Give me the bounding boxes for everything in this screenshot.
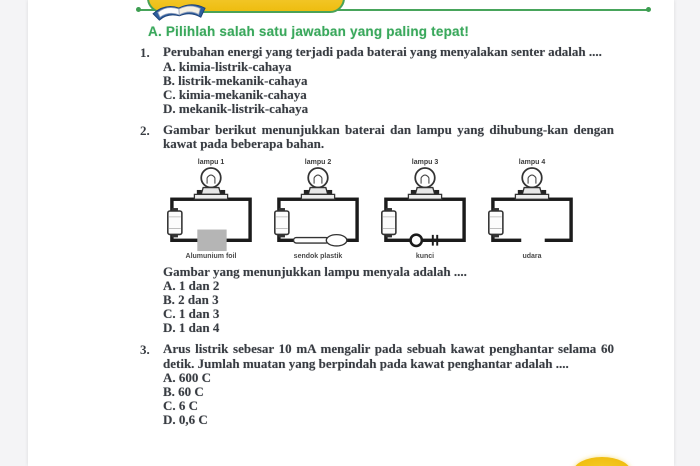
option-c: C. kimia-mekanik-cahaya	[163, 86, 307, 102]
circuit-title: lampu 2	[304, 158, 332, 166]
question-text: Arus listrik sebesar 10 mA mengalir pada sebuah kawat penghantar selama 60 detik. Jumlah muatan yang berpindah pada kawat penghantar adalah ....	[163, 341, 614, 371]
question-number: 1.	[140, 45, 150, 60]
option-a: A. kimia-listrik-cahaya	[163, 58, 292, 74]
question-intro: Gambar berikut menunjukkan baterai dan lampu yang dihubung-kan dengan kawat pada beberapa bahan.	[163, 121, 614, 151]
circuit-diagram-key	[381, 167, 469, 253]
circuit-material-label: kunci	[415, 252, 435, 260]
question-2	[140, 123, 614, 336]
divider-dot-left	[136, 7, 141, 12]
battery	[489, 208, 503, 237]
plastic-spoon	[294, 234, 347, 245]
wire-loop	[279, 199, 357, 240]
light-bulb	[194, 167, 227, 198]
battery	[275, 208, 289, 237]
option-b: B. 60 C	[163, 384, 204, 399]
question-text: Perubahan energi yang terjadi pada baterai yang menyalakan senter adalah ....	[163, 44, 602, 59]
option-b: B. 2 dan 3	[163, 292, 219, 307]
battery	[382, 208, 396, 237]
circuit-material-label: udara	[522, 252, 542, 260]
battery	[168, 208, 182, 237]
circuit-figure-4	[486, 159, 578, 260]
wire-loop	[386, 199, 464, 240]
page-corner-decoration	[573, 457, 631, 466]
question-text: Gambar yang menunjukkan lampu menyala adalah ....	[163, 263, 467, 279]
option-d: D. 0,6 C	[163, 412, 208, 427]
light-bulb	[408, 167, 441, 198]
circuit-material-label: Alumunium foil	[185, 252, 237, 260]
circuit-diagram-foil	[167, 167, 255, 253]
aluminium-foil-square	[197, 229, 226, 251]
circuit-diagram-row	[165, 159, 614, 260]
wire-loop	[493, 199, 571, 240]
question-1	[140, 45, 614, 116]
light-bulb	[301, 167, 334, 198]
option-c: C. 6 C	[163, 398, 199, 413]
circuit-figure-3	[379, 159, 471, 260]
option-b: B. listrik-mekanik-cahaya	[163, 72, 308, 88]
light-bulb	[515, 167, 548, 198]
option-a: A. 600 C	[163, 370, 212, 385]
circuit-title: lampu 3	[411, 158, 439, 166]
circuit-diagram-air-gap	[488, 167, 576, 253]
circuit-figure-1	[165, 159, 257, 260]
question-list	[140, 45, 614, 434]
circuit-title: lampu 1	[197, 158, 225, 166]
open-book-icon	[149, 0, 209, 25]
document-page	[28, 0, 674, 466]
option-a: A. 1 dan 2	[163, 278, 220, 293]
option-d: D. mekanik-listrik-cahaya	[163, 100, 309, 116]
question-number: 3.	[140, 342, 150, 357]
question-3	[140, 342, 614, 427]
circuit-diagram-spoon	[274, 167, 362, 253]
air-gap	[521, 235, 544, 245]
circuit-title: lampu 4	[518, 158, 546, 166]
question-number: 2.	[140, 122, 150, 138]
option-c: C. 1 dan 3	[163, 306, 220, 321]
section-heading: A. Pilihlah salah satu jawaban yang paling tepat!	[148, 24, 470, 39]
circuit-figure-2	[272, 159, 364, 260]
option-d: D. 1 dan 4	[163, 320, 220, 335]
divider-dot-right	[646, 7, 651, 12]
circuit-material-label: sendok plastik	[293, 252, 343, 260]
